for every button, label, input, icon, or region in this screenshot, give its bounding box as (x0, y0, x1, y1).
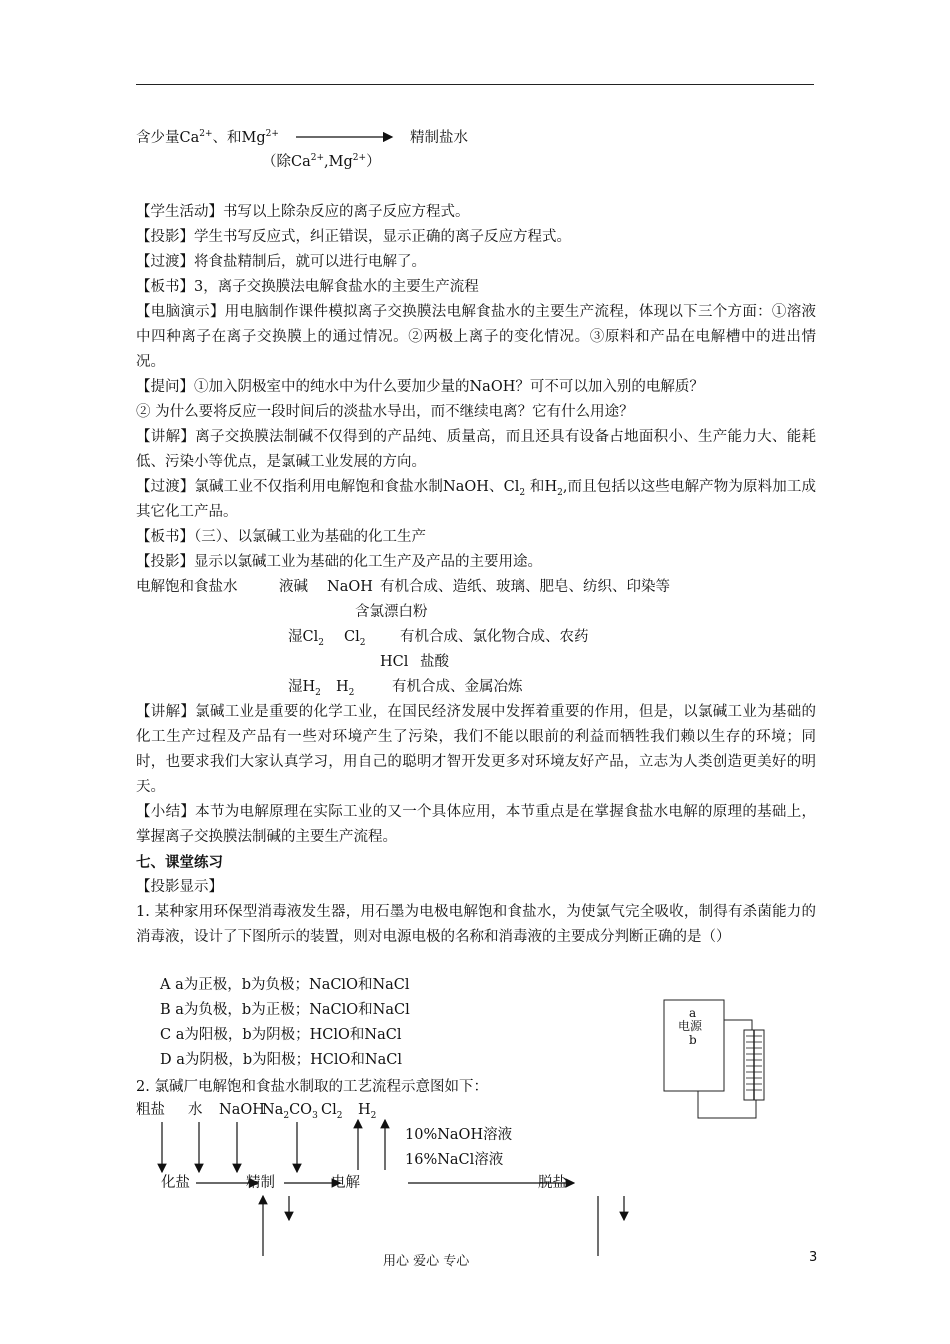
product-cl2: $Cl_2$ (344, 629, 366, 648)
q2-step-dissolve: 化盐 (161, 1175, 190, 1191)
page-number: 3 (809, 1250, 818, 1265)
product-h2: $H_2$ (336, 679, 355, 698)
product-wet-cl2: 湿$Cl_2$ (288, 629, 324, 648)
q2-step-desalt: 脱盐 (538, 1175, 567, 1191)
section-title: 七、课堂练习 (136, 854, 223, 871)
para-explain-2: 【讲解】氯碱工业是重要的化学工业，在国民经济发展中发挥着重要的作用，但是，以氯碱工业为基础的化工生产过程及产品有一些对环境产生了污染，我们不能以眼前的利益而牺牲我们赖以生存的环境；同时，也要求我们大家认真学习，用自己的聪明才智开发更多对环境友好产品，立志为人类创造更美好的明天。 (136, 704, 816, 795)
q2-step-refine: 精制 (246, 1175, 275, 1191)
q1-option-c: C a为阳极，b为阴极；HClO和NaCl (160, 1027, 402, 1043)
product-source: 电解饱和食盐水 (136, 579, 238, 595)
q1-option-d: D a为阴极，b为阳极；HClO和NaCl (160, 1052, 402, 1068)
para-board-1: 【板书】3，离子交换膜法电解食盐水的主要生产流程 (136, 279, 479, 295)
flow-input: 含少量$Ca^{2+}$、和$Mg^{2+}$ (136, 129, 279, 146)
wire-top (724, 1020, 752, 1030)
para-student-activity: 【学生活动】书写以上除杂反应的离子反应方程式。 (136, 204, 470, 220)
para-transition-1: 【过渡】将食盐精制后，就可以进行电解了。 (136, 254, 426, 270)
question-1-text: 1. 某种家用环保型消毒液发生器，用石墨为电极电解饱和食盐水，为使氯气完全吸收，制得有杀菌能力的消毒液，设计了下图所示的装置，则对电源电极的名称和消毒液的主要成分判断正确的是（） (136, 904, 816, 945)
q2-label-na2co3: $Na_2CO_3$ (262, 1102, 318, 1121)
para-projection-2: 【投影】显示以氯碱工业为基础的化工生产及产品的主要用途。 (136, 554, 542, 570)
question-2-text: 2. 氯碱厂电解饱和食盐水制取的工艺流程示意图如下： (136, 1079, 488, 1095)
product-wet-h2: 湿$H_2$ (288, 679, 321, 698)
product-hcl: HCl (380, 654, 409, 670)
section-sub: 【投影显示】 (136, 879, 223, 895)
q2-solution-nacl: 16%NaCl溶液 (405, 1152, 504, 1168)
q2-step-electrolysis: 电解 (331, 1175, 360, 1191)
para-question-1: 【提问】①加入阴极室中的纯水中为什么要加少量的NaOH？可不可以加入别的电解质？ (136, 379, 704, 395)
para-explain-1: 【讲解】离子交换膜法制碱不仅得到的产品纯、质量高，而且还具有设备占地面积小、生产能力大、能耗低、污染小等优点，是氯碱工业发展的方向。 (136, 429, 816, 470)
product-naoh-uses: 有机合成、造纸、玻璃、肥皂、纺织、印染等 (380, 579, 670, 595)
product-h2-uses: 有机合成、金属冶炼 (392, 679, 523, 695)
product-liquid-alkali: 液碱 (279, 579, 308, 595)
q2-label-naoh: NaOH (219, 1102, 265, 1118)
product-hydrochloric-acid: 盐酸 (420, 654, 449, 670)
product-cl2-uses: 有机合成、氯化物合成、农药 (400, 629, 589, 645)
figure-label-b: b (689, 1033, 697, 1047)
para-transition-2: 【过渡】氯碱工业不仅指利用电解饱和食盐水制NaOH、$Cl_2$ 和$H_2$,而且包括以这些电解产物为原料加工成其它化工产品。 (136, 479, 816, 520)
para-summary: 【小结】本节为电解原理在实际工业的又一个具体应用，本节重点是在掌握食盐水电解的原理的基础上，掌握离子交换膜法制碱的主要生产流程。 (136, 804, 816, 845)
q2-label-crude-salt: 粗盐 (136, 1102, 165, 1118)
para-question-2: ② 为什么要将反应一段时间后的淡盐水导出，而不继续电离？它有什么用途？ (136, 404, 634, 420)
product-bleach: 含氯漂白粉 (355, 604, 428, 620)
q2-label-water: 水 (188, 1102, 203, 1118)
para-board-2: 【板书】（三）、以氯碱工业为基础的化工生产 (136, 529, 426, 545)
para-projection-1: 【投影】学生书写反应式，纠正错误，显示正确的离子反应方程式。 (136, 229, 571, 245)
figure-label-a: a (689, 1006, 697, 1020)
footer-motto: 用心 爱心 专心 (383, 1254, 470, 1269)
para-computer-demo: 【电脑演示】用电脑制作课件模拟离子交换膜法电解食盐水的主要生产流程，体现以下三个方面：①溶液中四种离子在离子交换膜上的通过情况。②两极上离子的变化情况。③原料和产品在电解槽中的进出情况。 (136, 304, 816, 370)
flow-note: （除$Ca^{2+},Mg^{2+}$） (262, 153, 381, 170)
q2-solution-naoh: 10%NaOH溶液 (405, 1127, 513, 1143)
flow-output: 精制盐水 (410, 130, 468, 146)
q2-label-cl2: $Cl_2$ (321, 1102, 343, 1121)
q1-option-a: A a为正极，b为负极；NaClO和NaCl (160, 977, 410, 993)
q1-option-b: B a为负极，b为正极；NaClO和NaCl (160, 1002, 410, 1018)
figure-label-source: 电源 (678, 1019, 703, 1033)
product-naoh: NaOH (327, 579, 373, 595)
q2-label-h2: $H_2$ (358, 1102, 377, 1121)
